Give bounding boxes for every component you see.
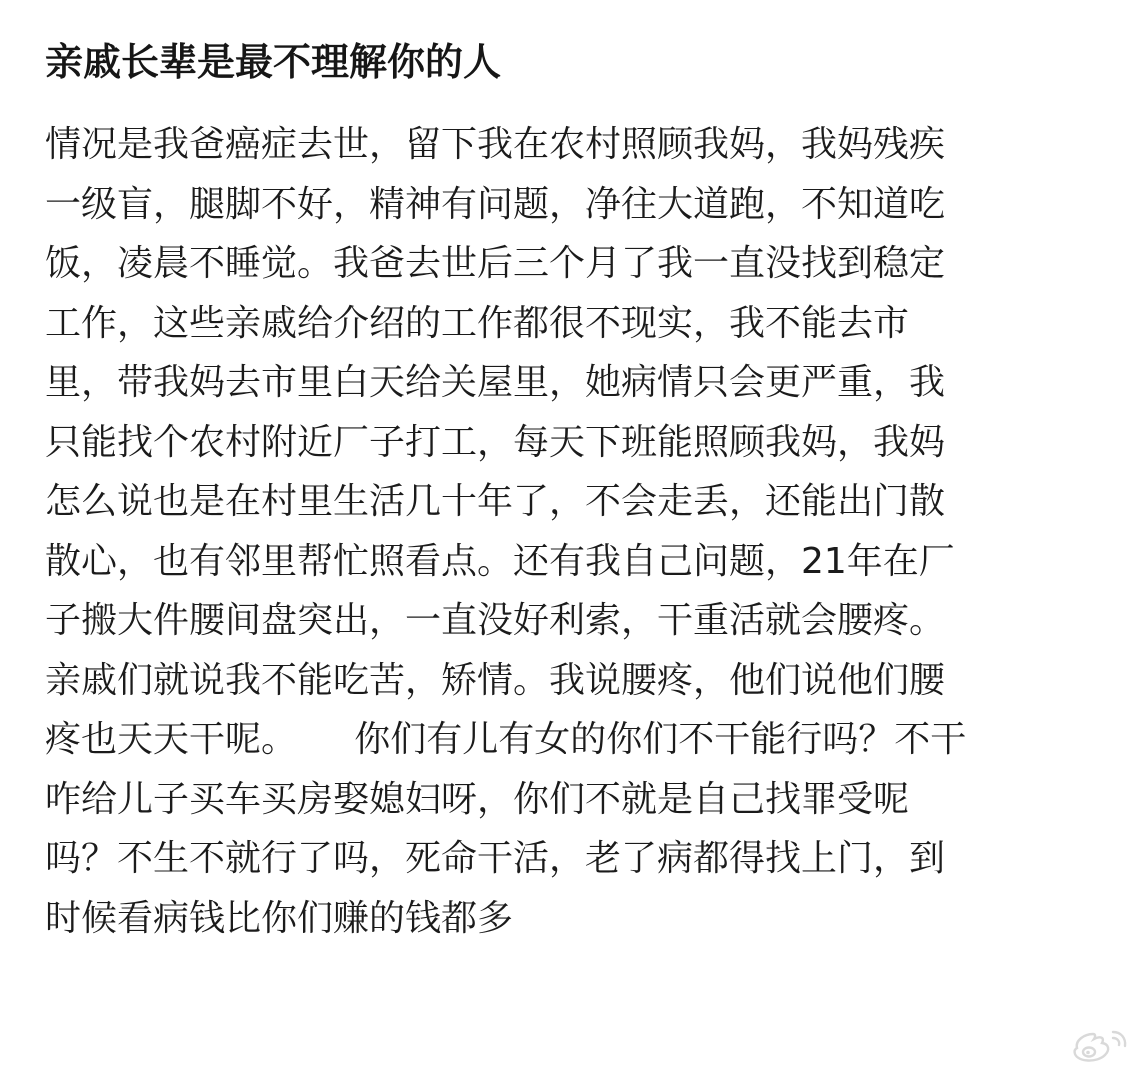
body-line: 工作，这些亲戚给介绍的工作都很不现实，我不能去市 bbox=[45, 302, 910, 344]
post-title: 亲戚长辈是最不理解你的人 bbox=[45, 40, 502, 84]
body-line: 只能找个农村附近厂子打工，每天下班能照顾我妈，我妈 bbox=[45, 421, 946, 463]
body-line: 里，带我妈去市里白天给关屋里，她病情只会更严重，我 bbox=[45, 362, 946, 403]
post-body bbox=[45, 115, 966, 948]
body-line: 亲戚们就说我不能吃苦，矫情。我说腰疼，他们说他们腰 bbox=[45, 659, 946, 701]
body-line: 饭，凌晨不睡觉。我爸去世后三个月了我一直没找到稳定 bbox=[45, 243, 946, 284]
body-line: 咋给儿子买车买房娶媳妇呀，你们不就是自己找罪受呢 bbox=[45, 778, 910, 820]
body-line: 疼也天天干呢。 你们有儿有女的你们不干能行吗？不干 bbox=[45, 719, 967, 760]
body-line: 情况是我爸癌症去世，留下我在农村照顾我妈，我妈残疾 bbox=[45, 124, 946, 165]
body-line: 怎么说也是在村里生活几十年了，不会走丢，还能出门散 bbox=[45, 481, 946, 522]
body-line: 时候看病钱比你们赚的钱都多 bbox=[45, 897, 514, 939]
weibo-logo-icon bbox=[1069, 1026, 1131, 1066]
body-line: 子搬大件腰间盘突出，一直没好利索，干重活就会腰疼。 bbox=[45, 600, 946, 641]
body-line: 一级盲，腿脚不好，精神有问题，净往大道跑，不知道吃 bbox=[45, 183, 946, 225]
body-line: 散心，也有邻里帮忙照看点。还有我自己问题，21年在厂 bbox=[45, 540, 955, 582]
body-line: 吗？不生不就行了吗，死命干活，老了病都得找上门，到 bbox=[45, 838, 946, 879]
